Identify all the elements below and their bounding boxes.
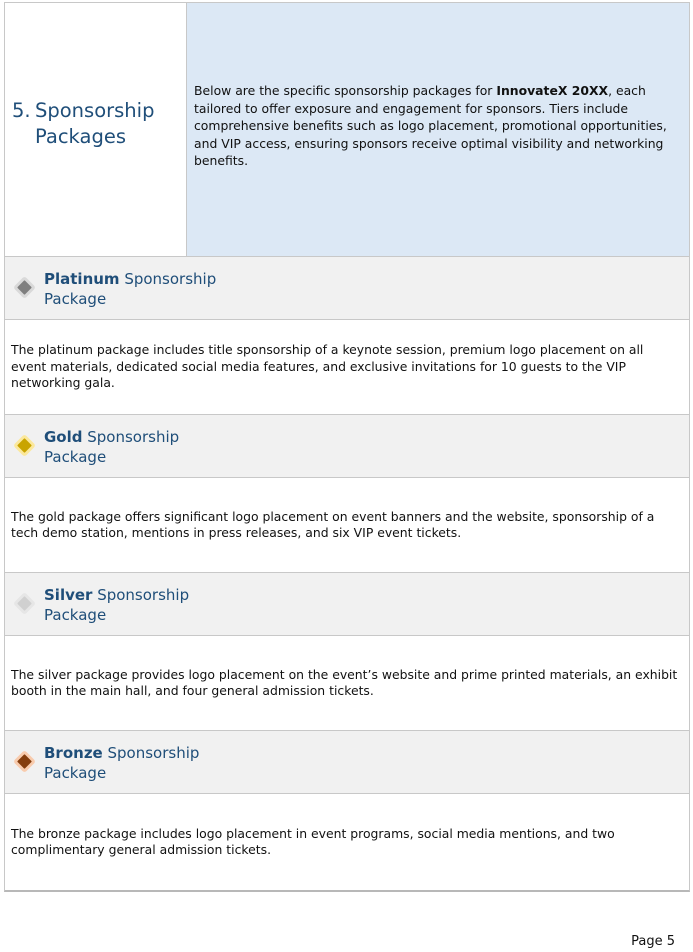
tier-name: Platinum (44, 270, 120, 288)
tier-suffix: Sponsorship Package (44, 270, 217, 308)
tier-suffix: Sponsorship Package (44, 428, 180, 466)
intro-text-start: Below are the specific sponsorship packages for (194, 83, 497, 98)
section-number: 5. (12, 98, 31, 122)
sponsorship-document (4, 2, 690, 892)
tier-header-gold (5, 415, 689, 478)
tier-header-platinum (5, 257, 689, 320)
tier-title-silver (44, 586, 244, 625)
section-heading-cell (5, 3, 187, 256)
gold-diamond-icon (13, 434, 36, 457)
section-intro-row (5, 3, 689, 257)
tier-name: Silver (44, 586, 93, 604)
tier-description-gold: The gold package offers significant logo placement on event banners and the website, sponsorship of a tech demo station, mentions in press releases, and six VIP event tickets. (5, 478, 689, 573)
event-name: InnovateX 20XX (496, 83, 609, 98)
tier-suffix: Sponsorship Package (44, 586, 190, 624)
bronze-diamond-icon (13, 750, 36, 773)
tier-description-silver: The silver package provides logo placement on the event’s website and prime printed materials, an exhibit booth in the main hall, and four general admission tickets. (5, 636, 689, 731)
tier-description-bronze: The bronze package includes logo placement in event programs, social media mentions, and two complimentary general admission tickets. (11, 825, 615, 857)
tier-title-bronze (44, 744, 244, 783)
tier-name: Bronze (44, 744, 103, 762)
tier-description-platinum: The platinum package includes title sponsorship of a keynote session, premium logo placement on all event materials, dedicated social media features, and exclusive invitations for 10 guests to the VIP networking gala. (5, 320, 689, 415)
section-intro-text (187, 3, 689, 256)
tier-suffix: Sponsorship Package (44, 744, 200, 782)
tier-name: Gold (44, 428, 83, 446)
tier-header-silver (5, 573, 689, 636)
section-title: Sponsorship Packages (35, 98, 155, 148)
section-heading (12, 98, 175, 150)
intro-text-end: , each tailored to offer exposure and engagement for sponsors. Tiers include comprehensive benefits such as logo placement, promotional opportunities, and VIP access, ensuring sponsors receive optimal visibility and networking benefits. (194, 83, 667, 168)
tier-header-bronze (5, 731, 689, 794)
page-number: Page 5 (631, 934, 675, 949)
tier-title-gold (44, 428, 244, 467)
silver-diamond-icon (13, 592, 36, 615)
tier-title-platinum (44, 270, 244, 309)
platinum-diamond-icon (13, 276, 36, 299)
